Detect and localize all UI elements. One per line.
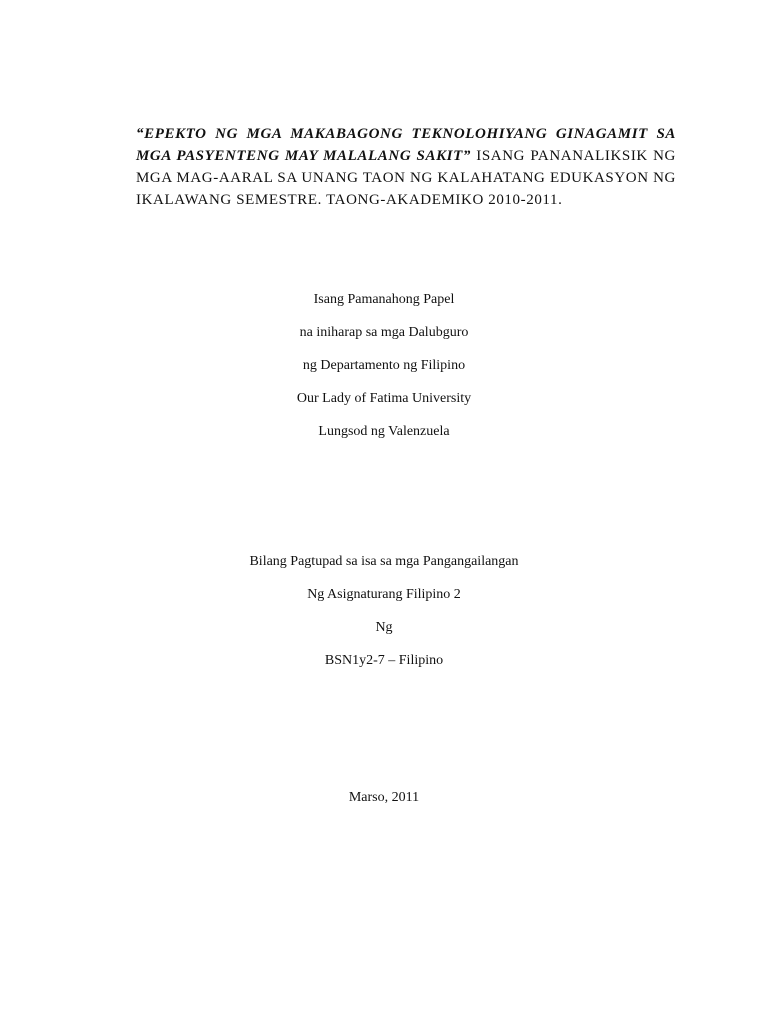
title-open-quote: “ bbox=[136, 126, 145, 142]
title-bold-part-1: EPEKTO NG MGA MAKABAGONG TEKNOLOHIYANG GINAGAMIT SA bbox=[144, 126, 676, 142]
title-line-1 bbox=[136, 123, 676, 145]
title-line-3: MGA MAG-AARAL SA UNANG TAON NG KALAHATANG EDUKASYON NG bbox=[136, 170, 676, 186]
submission-line: na iniharap sa mga Dalubguro bbox=[299, 325, 469, 340]
submission-line: Our Lady of Fatima University bbox=[296, 391, 472, 406]
title-close-quote: ” bbox=[462, 148, 471, 164]
title-bold-part-2: MGA PASYENTENG MAY MALALANG SAKIT bbox=[136, 148, 463, 164]
submission-line: Lungsod ng Valenzuela bbox=[318, 424, 450, 439]
requirement-line: BSN1y2-7 – Filipino bbox=[324, 653, 444, 668]
requirement-line: Ng bbox=[375, 620, 393, 635]
research-title bbox=[136, 123, 676, 211]
submission-line: ng Departamento ng Filipino bbox=[302, 358, 466, 373]
requirement-block bbox=[0, 554, 768, 686]
requirement-line: Bilang Pagtupad sa isa sa mga Pangangailangan bbox=[249, 554, 519, 569]
title-line-2 bbox=[136, 145, 676, 167]
requirement-line: Ng Asignaturang Filipino 2 bbox=[307, 587, 461, 602]
submission-line: Isang Pamanahong Papel bbox=[313, 292, 455, 307]
title-line-4: IKALAWANG SEMESTRE. TAONG-AKADEMIKO 2010-2011. bbox=[136, 192, 563, 208]
submission-block bbox=[0, 292, 768, 457]
title-line-2-rest: ISANG PANANALIKSIK NG bbox=[476, 148, 676, 164]
date-block bbox=[0, 790, 768, 823]
date-text: Marso, 2011 bbox=[348, 790, 420, 805]
